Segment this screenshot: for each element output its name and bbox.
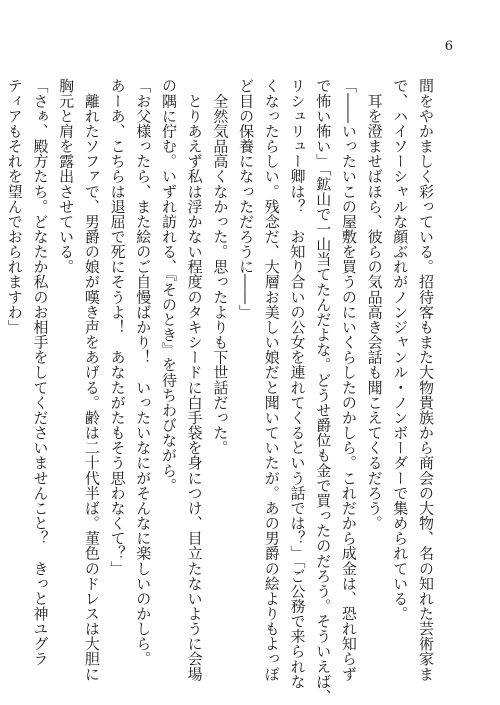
text-line: リシュリュー卿は？ お知り合いの公女を連れてくるという話では？」「ご公務で来られな — [288, 78, 307, 689]
text-line: の隅に佇む。いずれ訪れる、『そのとき』を待ちわびながら。 — [159, 78, 178, 493]
text-line: ティアもそれを望んでおられますわ」 — [5, 78, 24, 335]
text-line: ど目の保養になっただろうに――」 — [237, 78, 256, 320]
text-line: くなったらしい。残念だ、大層お美しい娘だと聞いていたが。あの男爵の絵よりもよっぽ — [262, 78, 281, 682]
text-line: 間をやかましく彩っている。招待客もまた大物貴族から商会の大物、名の知れた芸術家ま — [417, 78, 435, 682]
text-line: 「――いったいこの屋敷を買うのにいくらしたのかしら。これだから成金は、恐れ知らず — [339, 78, 358, 682]
text-line: 「さぁ、殿方たち。どなたか私のお相手をしてくださいませんこと？ きっと神ユグラ — [31, 78, 50, 667]
text-line: 胸元と肩を露出させている。 — [57, 78, 76, 275]
vertical-body-text — [1, 78, 438, 704]
text-line: 全然気品高くなかった。思ったよりも下世話だった。 — [211, 78, 230, 455]
text-line: で、ハイソーシャルな顔ぶれがノンジャンル・ノンボーダーで集められている。 — [391, 78, 410, 621]
text-line: 耳を澄ませばほら、彼らの気品高き会話も聞こえてくるだろう。 — [365, 78, 384, 531]
page-number: 6 — [444, 39, 453, 54]
text-line: 離れたソファで、男爵の娘が嘆き声をあげる。齢は二十代半ば。菫色のドレスは大胆に — [82, 78, 101, 682]
text-line: あーあ、こちらは退屈で死にそうよ！ あなたがたもそう思わなくて？」 — [108, 78, 127, 576]
text-line: 「お父様ったら、また絵のご自慢ばかり！ いったいなにがそんなに楽しいのかしら。 — [134, 78, 153, 667]
text-line: とりあえず私は浮かない程度のタキシードに白手袋を身につけ、目立たないように会場 — [185, 78, 204, 682]
text-line: で怖い怖い」「鉱山で一山当てたんだよな。どうせ爵位も金で買ったのだろう。そういえば、 — [314, 78, 333, 704]
